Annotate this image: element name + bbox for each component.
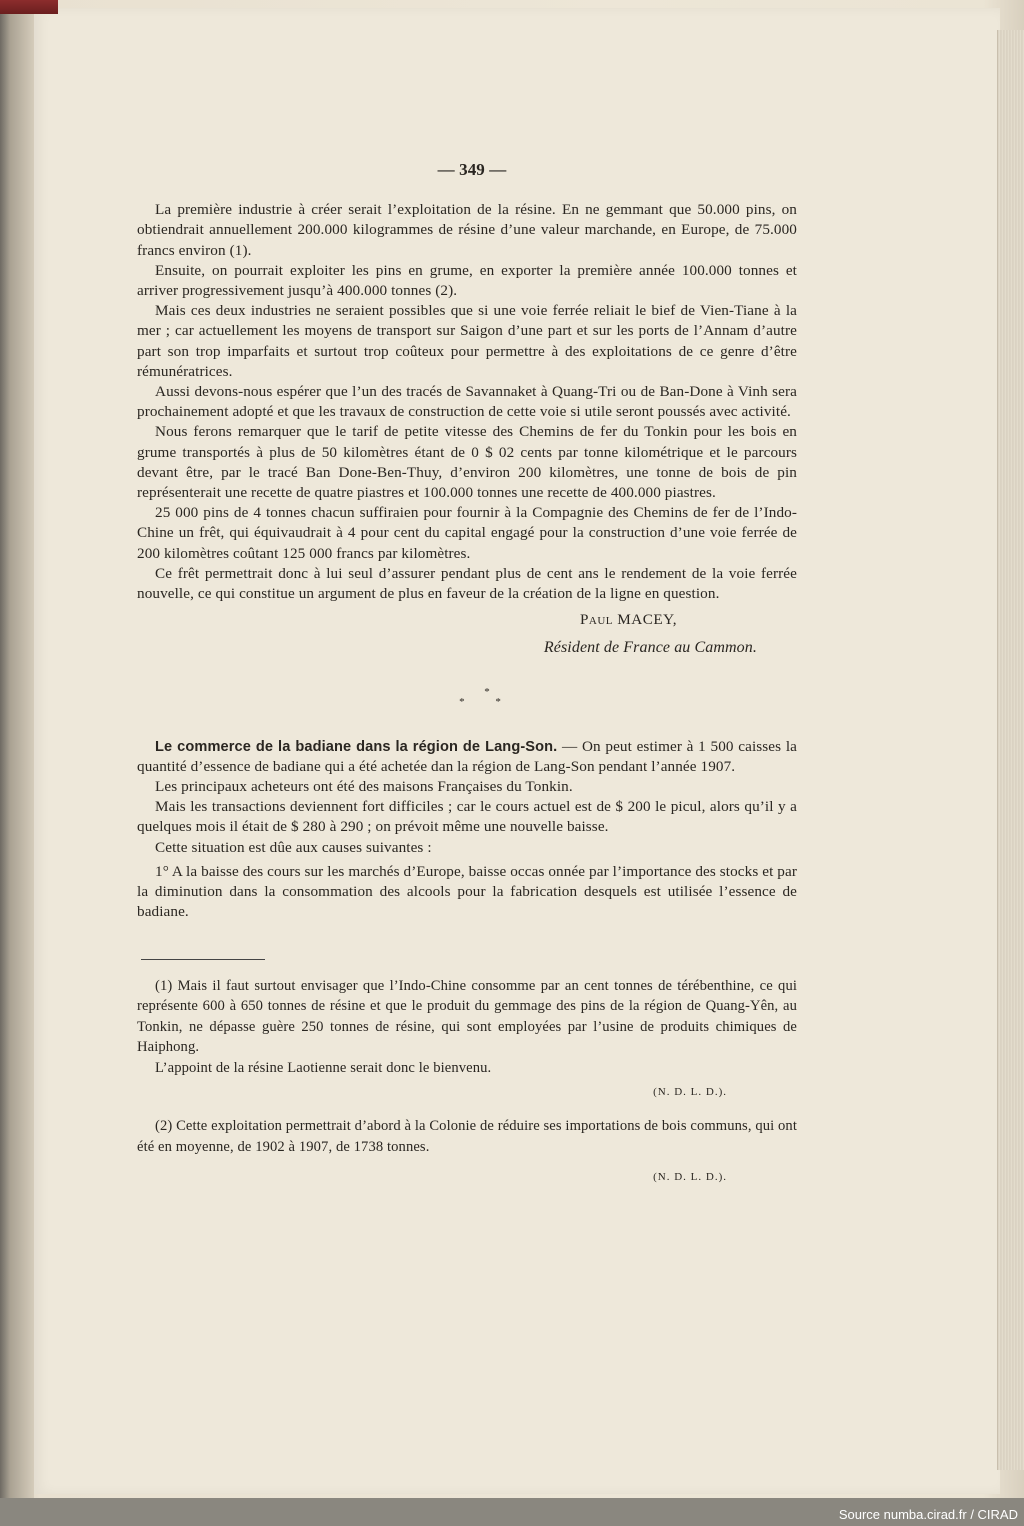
footnote-2: (2) Cette exploitation permettrait d’abord à la Colonie de réduire ses importations de bois communs, qui ont été en moyenne, de 1902 à 1907, de 1738 tonnes.: [137, 1118, 797, 1155]
asterism-bottom: * *: [459, 695, 515, 708]
section-paragraph-3: Cette situation est dûe aux causes suivantes :: [155, 838, 432, 856]
section-intro: [137, 737, 797, 777]
section-heading-rest: — On peut estimer à 1 500 caisses la quantité d’essence de badiane qui a été achetée dan la région de Lang-Son pendant l’année 1907.: [137, 737, 797, 775]
paragraph-6: 25 000 pins de 4 tonnes chacun suffiraien pour fournir à la Compagnie des Chemins de fer de l’Indo-Chine un frêt, qui équivaudrait à 4 pour cent du capital engagé pour la construction d’une voie ferrée de 200 kilomètres coûtant 125 000 francs par kilomètres.: [137, 504, 797, 562]
footnote-1: (1) Mais il faut surtout envisager que l’Indo-Chine consomme par an cent tonnes de térébenthine, ce qui représente 600 à 650 tonnes de résine et que le produit du gemmage des pins de la région de Quang-Yên, au Tonkin, ne dépasse guère 250 tonnes de résine, qui sont employées par l’usine de produits chimiques de Haiphong.: [137, 977, 797, 1055]
binding-ribbon: [0, 0, 58, 14]
footnote-1-continued: L’appoint de la résine Laotienne serait donc le bienvenu.: [155, 1059, 492, 1076]
paragraph-4: Aussi devons-nous espérer que l’un des tracés de Savannaket à Quang-Tri ou de Ban-Done à Vinh sera prochainement adopté et que les travaux de construction de cette voie si utile seront poussés avec activité.: [137, 383, 797, 421]
paragraph-3: Mais ces deux industries ne seraient possibles que si une voie ferrée reliait le bief de Vien-Tiane à la mer ; car actuellement les moyens de transport sur Saigon d’une part et sur les ports de l’Annam d’autre part son trop imparfaits et surtout trop coûteux pour permettre à des exploitations de ce genre d’être rémunératrices.: [137, 302, 797, 380]
paragraph-1: La première industrie à créer serait l’exploitation de la résine. En ne gemmant que 50.000 pins, on obtiendrait annuellement 200.000 kilogrammes de résine d’une valeur marchande, en Europe, de 75.000 francs environ (1).: [137, 201, 797, 259]
asterism-divider: [137, 687, 797, 707]
footnote-1-signature: (N. D. L. D.).: [653, 1086, 727, 1098]
section-paragraph-1: Les principaux acheteurs ont été des maisons Françaises du Tonkin.: [155, 778, 573, 796]
section-paragraph-4: 1° A la baisse des cours sur les marchés d’Europe, baisse occas onnée par l’importance des stocks et par la diminution dans la consommation des alcools pour la fabrication desquels est utilisée l’essence de badiane.: [137, 862, 797, 921]
page-content: [137, 160, 797, 1187]
signature-name: Paul MACEY,: [579, 611, 677, 629]
book-gutter: [0, 0, 34, 1498]
footnote-2-signature: (N. D. L. D.).: [653, 1171, 727, 1184]
signature-title: Résident de France au Cammon.: [543, 639, 757, 657]
asterism-top: *: [484, 685, 490, 698]
page-number: — 349 —: [437, 160, 507, 179]
paragraph-2: Ensuite, on pourrait exploiter les pins en grume, en exporter la première année 100.000 tonnes et arriver progressivement jusqu’à 400.000 tonnes (2).: [137, 261, 797, 300]
source-credit: Source numba.cirad.fr / CIRAD: [838, 1507, 1018, 1522]
paragraph-5: Nous ferons remarquer que le tarif de petite vitesse des Chemins de fer du Tonkin pour les bois en grume transportés à plus de 50 kilomètres étant de 0 $ 02 cents par tonne kilométrique et le parcours devant être, par le tracé Ban Done-Ben-Thuy, d’environ 200 kilomètres, une tonne de bois de pin représenterait une recette de quatre piastres et 100.000 tonnes une recette de 400.000 piastres.: [137, 423, 797, 502]
section-heading: Le commerce de la badiane dans la région de Lang-Son.: [155, 738, 558, 755]
section-paragraph-2: Mais les transactions deviennent fort difficiles ; car le cours actuel est de $ 200 le picul, alors qu’il y a quelques mois il était de $ 280 à 290 ; on prévoit même une nouvelle baisse.: [137, 798, 797, 836]
page-edges: [997, 30, 1024, 1470]
footnote-rule: [141, 959, 265, 960]
paragraph-7: Ce frêt permettrait donc à lui seul d’assurer pendant plus de cent ans le rendement de la voie ferrée nouvelle, ce qui constitue un argument de plus en faveur de la création de la ligne en question.: [137, 564, 797, 603]
